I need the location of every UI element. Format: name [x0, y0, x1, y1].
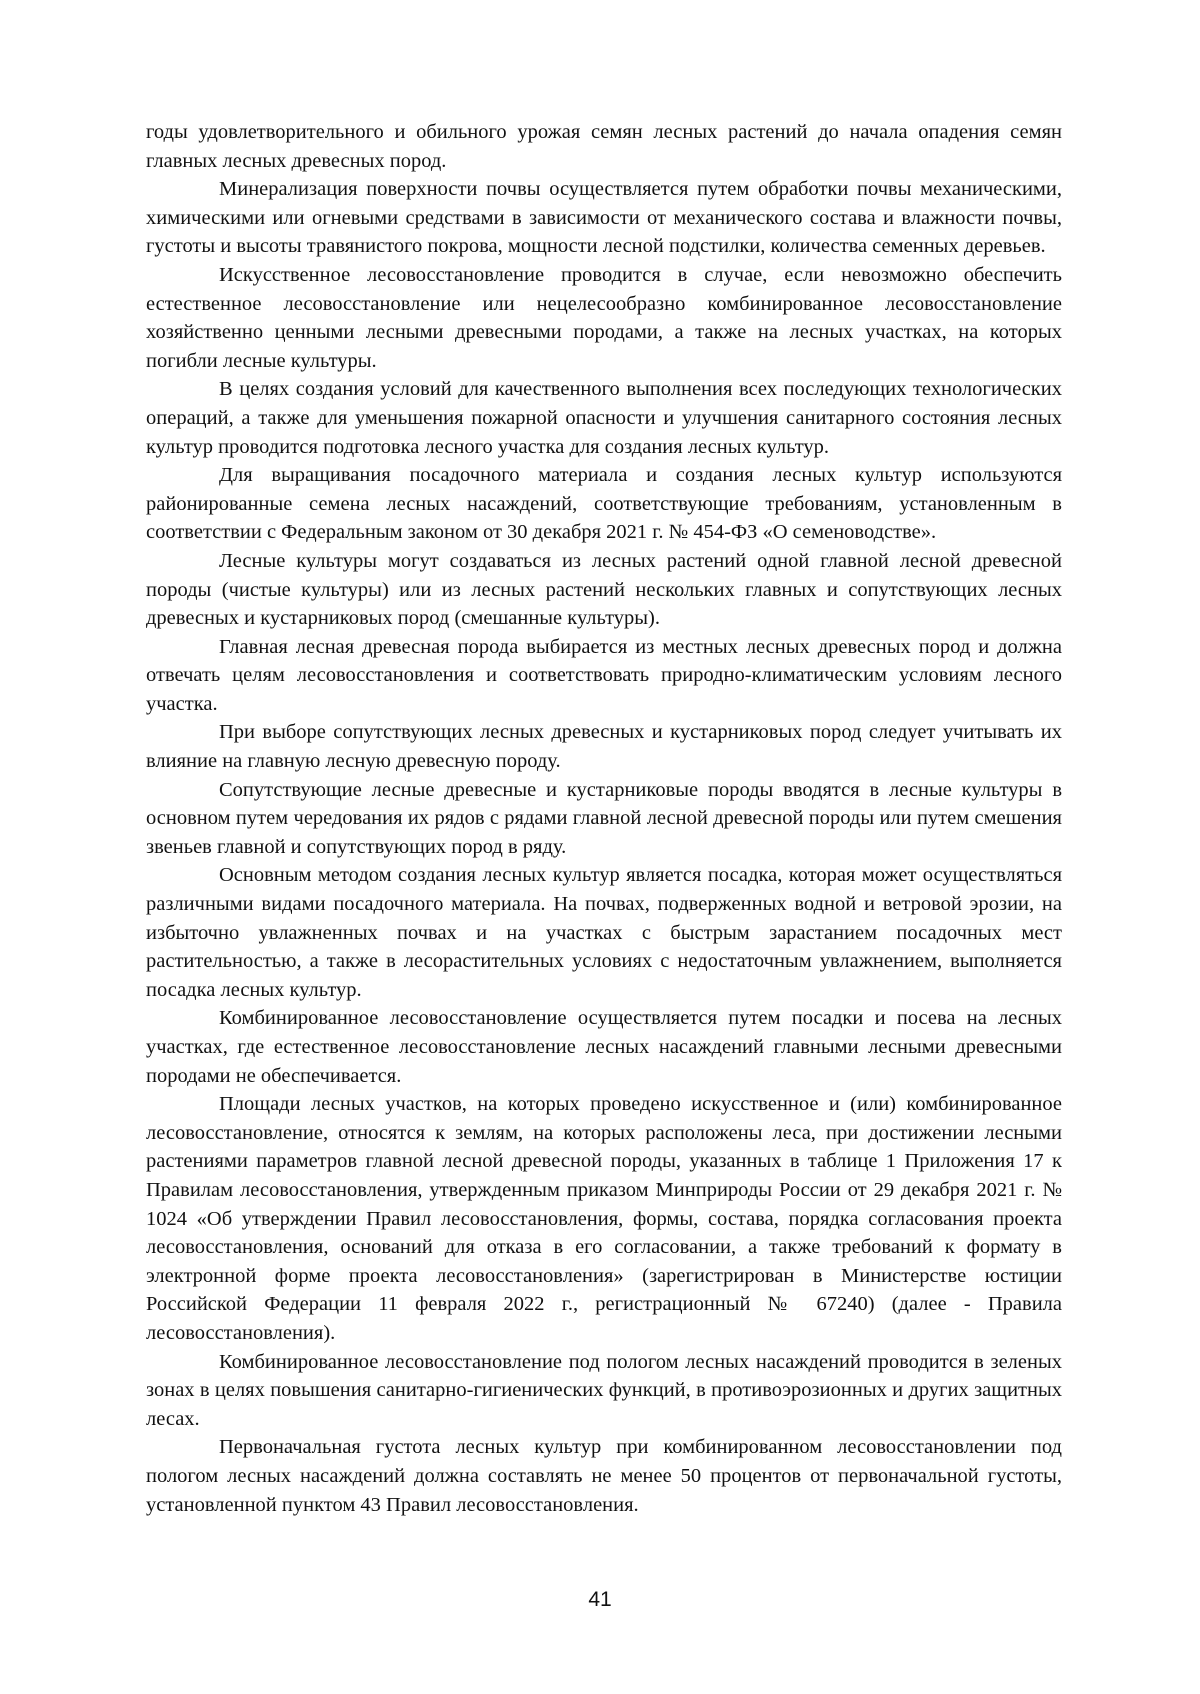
paragraph-pure-mixed-cultures: Лесные культуры могут создаваться из лесных растений одной главной лесной древесной породы (чистые культуры) или из лесных растений нескольких главных и сопутствующих лесных древесных и кустарниковых пород (смешанные культуры). [146, 549, 1062, 630]
paragraph-planting-method: Основным методом создания лесных культур является посадка, которая может осуществляться различными видами посадочного материала. На почвах, подверженных водной и ветровой эрозии, на избыточно увлажненных почвах и на участках с быстрым зарастанием посадочных мест растительностью, а также в лесорастительных условиях с недостаточным увлажнением, выполняется посадка лесных культур. [146, 864, 1062, 1001]
paragraph-main-species: Главная лесная древесная порода выбирается из местных лесных древесных пород и должна отвечать целям лесовосстановления и соответствовать природно-климатическим условиям лесного участка. [146, 635, 1062, 715]
paragraph-soil-mineralization: Минерализация поверхности почвы осуществляется путем обработки почвы механическими, химическими или огневыми средствами в зависимости от механического состава и влажности почвы, густоты и высоты травянистого покрова, мощности лесной подстилки, количества семенных деревьев. [146, 178, 1062, 258]
paragraph-initial-density: Первоначальная густота лесных культур при комбинированном лесовосстановлении под пологом лесных насаждений должна составлять не менее 50 процентов от первоначальной густоты, установленной пунктом 43 Правил лесовосстановления. [146, 1436, 1062, 1516]
paragraph-combined-reforestation: Комбинированное лесовосстановление осуществляется путем посадки и посева на лесных участках, где естественное лесовосстановление лесных насаждений главными лесными древесными породами не обеспечивается. [146, 1007, 1062, 1087]
paragraph-artificial-reforestation: Искусственное лесовосстановление проводится в случае, если невозможно обеспечить естественное лесовосстановление или нецелесообразно комбинированное лесовосстановление хозяйственно ценными лесными древесными породами, а также на лесных участках, на которых погибли лесные культуры. [146, 263, 1062, 372]
paragraph-land-classification: Площади лесных участков, на которых проведено искусственное и (или) комбинированное лесовосстановление, относятся к землям, на которых расположены леса, при достижении лесными растениями параметров главной лесной древесной породы, указанных в таблице 1 Приложения 17 к Правилам лесовосстановления, утвержденным приказом Минприроды России от 29 декабря 2021 г. № 1024 «Об утверждении Правил лесовосстановления, формы, состава, порядка согласования проекта лесовосстановления, оснований для отказа в его согласовании, а также требований к формату в электронной форме проекта лесовосстановления» (зарегистрирован в Министерстве юстиции Российской Федерации 11 февраля 2022 г., регистрационный № 67240) (далее - Правила лесовосстановления). [146, 1093, 1062, 1344]
paragraph-zoned-seeds: Для выращивания посадочного материала и создания лесных культур используются районированные семена лесных насаждений, соответствующие требованиям, установленным в соответствии с Федеральным законом от 30 декабря 2021 г. № 454-ФЗ «О семеноводстве». [146, 464, 1062, 544]
paragraph-row-alternation: Сопутствующие лесные древесные и кустарниковые породы вводятся в лесные культуры в основном путем чередования их рядов с рядами главной лесной древесной породы или путем смешения звеньев главной и сопутствующих пород в ряду. [146, 778, 1062, 858]
paragraph-accompanying-species: При выборе сопутствующих лесных древесных и кустарниковых пород следует учитывать их влияние на главную лесную древесную породу. [146, 721, 1062, 773]
paragraph-continuation: годы удовлетворительного и обильного урожая семян лесных растений до начала опадения семян главных лесных древесных пород. [146, 121, 1062, 172]
document-body [146, 118, 1062, 1519]
page-number: 41 [588, 1588, 612, 1611]
paragraph-under-canopy: Комбинированное лесовосстановление под пологом лесных насаждений проводится в зеленых зонах в целях повышения санитарно-гигиенических функций, в противоэрозионных и других защитных лесах. [146, 1350, 1062, 1430]
paragraph-site-preparation: В целях создания условий для качественного выполнения всех последующих технологических операций, а также для уменьшения пожарной опасности и улучшения санитарного состояния лесных культур проводится подготовка лесного участка для создания лесных культур. [146, 378, 1062, 458]
